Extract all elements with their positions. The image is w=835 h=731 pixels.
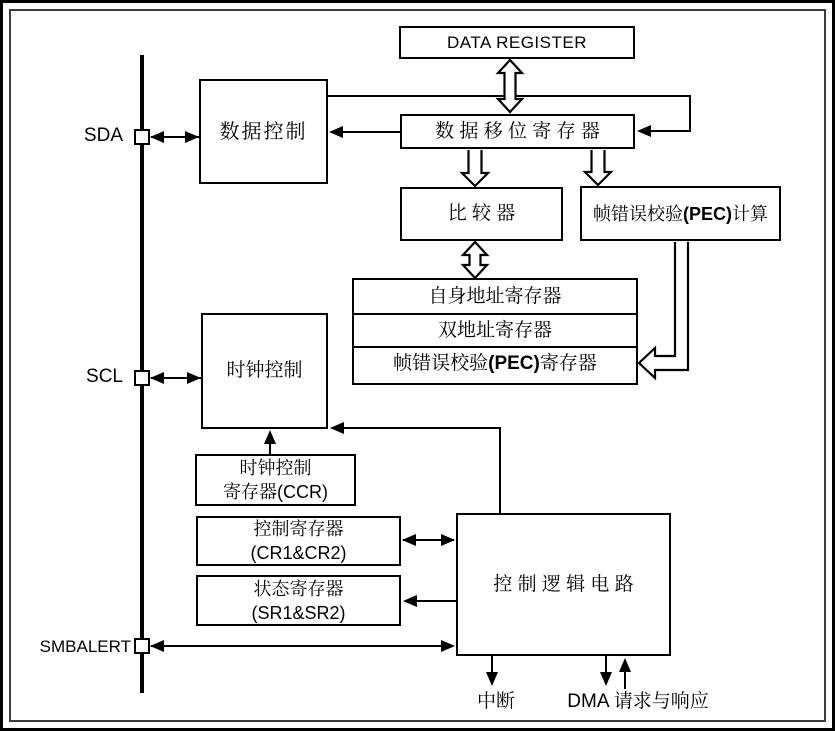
arrowhead-left-cr	[402, 534, 416, 546]
clock-control-box: 时钟控制	[201, 313, 328, 429]
arrowhead-right-datacontrol	[185, 131, 199, 143]
sr-line1: 状态寄存器	[253, 578, 344, 599]
pec-calc-text-bold: (PEC)	[683, 203, 732, 224]
arrowhead-left-sda	[150, 131, 164, 143]
hollow-arrow-shiftregister-peccalc	[585, 150, 611, 185]
smbalert-pad	[134, 638, 150, 654]
sda-pad	[134, 129, 150, 145]
arrowhead-left-sr	[403, 595, 417, 607]
arrowhead-left-shiftregister	[637, 125, 651, 137]
scl-pad	[134, 370, 150, 386]
dma-label: DMA 请求与响应	[567, 691, 709, 712]
sr-line2: (SR1&SR2)	[251, 602, 346, 623]
ccr-box	[195, 454, 356, 506]
dual-address-register-row: 双地址寄存器	[354, 313, 636, 346]
address-register-stack	[352, 278, 638, 385]
scl-label: SCL	[86, 366, 123, 387]
arrowhead-up-clockcontrol	[264, 430, 276, 444]
pec-register-row	[354, 346, 636, 379]
cr-line2: (CR1&CR2)	[250, 543, 347, 563]
arrowhead-left-scl	[150, 372, 164, 384]
arrowhead-down-dma	[600, 672, 612, 686]
hollow-arrow-comparator-addressstack	[463, 242, 487, 278]
arrowhead-right-controllogic-smb	[441, 640, 455, 652]
shift-register-box: 数 据 移 位 寄 存 器	[400, 114, 635, 149]
interrupt-label: 中断	[476, 691, 515, 712]
pec-register-text-post: 寄存器	[539, 352, 597, 374]
comparator-box: 比 较 器	[400, 187, 563, 241]
wire-controllogic-to-clockcontrol	[332, 428, 500, 513]
arrowhead-right-controllogic	[441, 534, 455, 546]
arrowhead-left-clockcontrol	[330, 422, 344, 434]
arrowhead-up-dma	[619, 658, 631, 672]
pec-calc-box	[580, 186, 781, 241]
pec-calc-text-pre: 帧错误校验	[593, 203, 683, 224]
smbalert-label: SMBALERT	[39, 637, 131, 656]
cr-box	[196, 516, 401, 566]
sda-label: SDA	[83, 125, 123, 146]
hollow-arrow-shiftregister-comparator	[462, 150, 488, 186]
arrowhead-down-interrupt	[486, 672, 498, 686]
control-logic-box: 控 制 逻 辑 电 路	[456, 513, 671, 656]
pec-register-text-bold: (PEC)	[488, 352, 540, 374]
sr-box	[196, 575, 401, 626]
hollow-arrow-peccalc-pecregister	[639, 242, 688, 378]
data-register-box: DATA REGISTER	[399, 26, 635, 59]
cr-line1: 控制寄存器	[253, 519, 344, 539]
hollow-arrow-dataregister-shiftregister	[498, 60, 522, 112]
own-address-register-row: 自身地址寄存器	[354, 280, 636, 313]
ccr-line1: 时钟控制	[239, 458, 312, 478]
arrowhead-left-smbalert	[150, 640, 164, 652]
pec-register-text-pre: 帧错误校验	[393, 352, 489, 374]
arrowhead-left-datacontrol	[329, 126, 343, 138]
ccr-line2: 寄存器(CCR)	[223, 482, 328, 502]
pec-calc-text-post: 计算	[732, 203, 768, 224]
arrowhead-right-clockcontrol	[187, 372, 201, 384]
data-control-box: 数据控制	[199, 79, 328, 184]
